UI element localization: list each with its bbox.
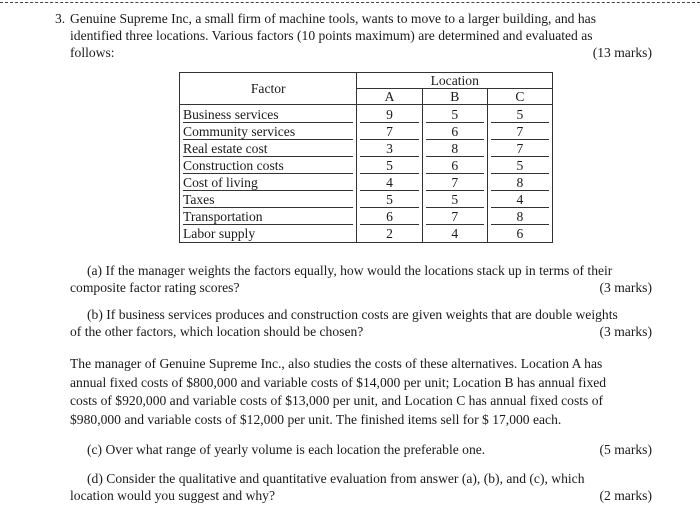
value-cell-b: [422, 140, 487, 157]
value-cell-b: [422, 105, 487, 124]
factor-cell: [180, 123, 357, 140]
rating-value: 8: [491, 209, 549, 225]
value-cell-b: [422, 123, 487, 140]
part-b-text: of the other factors, which location should be chosen?: [70, 324, 364, 339]
column-a-header: A: [357, 89, 422, 105]
table-row: [180, 174, 553, 191]
table-row: [180, 123, 553, 140]
part-d-line-1: (d) Consider the qualitative and quantitative evaluation from answer (a), (b), and (c), which: [87, 471, 585, 486]
rating-value: 8: [491, 175, 549, 191]
value-cell-b: [422, 157, 487, 174]
value-cell-a: [357, 105, 422, 124]
value-cell-c: [487, 191, 552, 208]
rating-value: 7: [360, 124, 418, 140]
intro-line-2: identified three locations. Various factors (10 points maximum) are determined and evaluated as: [70, 28, 593, 43]
value-cell-a: [357, 208, 422, 225]
rating-value: 3: [360, 141, 418, 157]
factor-label: Transportation: [183, 209, 353, 225]
part-a-text: composite factor rating scores?: [70, 280, 240, 295]
costs-line-2: annual fixed costs of $800,000 and variable costs of $14,000 per unit; Location B has annual fixed: [70, 374, 607, 390]
table-row: [180, 191, 553, 208]
rating-value: 5: [426, 107, 484, 123]
factor-cell: [180, 208, 357, 225]
table-row: [180, 157, 553, 174]
part-b-line-1: (b) If business services produces and construction costs are given weights that are double weights: [87, 307, 618, 322]
value-cell-a: [357, 225, 422, 243]
part-b: [70, 306, 652, 340]
rating-value: 4: [451, 226, 459, 241]
part-c-text: (c) Over what range of yearly volume is each location the preferable one.: [87, 442, 486, 457]
factor-label: Business services: [183, 107, 353, 123]
factor-cell: [180, 191, 357, 208]
value-cell-b: [422, 225, 487, 243]
factor-cell: [180, 140, 357, 157]
factor-label: Real estate cost: [183, 141, 353, 157]
dashed-separator: [0, 2, 700, 3]
table-row: [180, 140, 553, 157]
part-b-line-2: [70, 323, 652, 340]
value-cell-a: [357, 123, 422, 140]
rating-value: 5: [491, 107, 549, 123]
factor-cell: [180, 225, 357, 243]
value-cell-a: [357, 174, 422, 191]
costs-paragraph: [70, 355, 652, 429]
costs-line-3: costs of $920,000 and variable costs of $13,000 per unit, and Location C has annual fixed costs of: [70, 393, 604, 408]
part-d-line-2: [70, 487, 652, 504]
value-cell-a: [357, 191, 422, 208]
column-b-header: B: [422, 89, 487, 105]
value-cell-b: [422, 208, 487, 225]
value-cell-b: [422, 191, 487, 208]
factor-rows: [180, 105, 553, 243]
value-cell-a: [357, 157, 422, 174]
rating-value: 4: [360, 175, 418, 191]
rating-value: 2: [386, 226, 393, 241]
rating-value: 6: [516, 226, 524, 241]
intro-last-text: follows:: [70, 45, 115, 60]
part-d: [70, 470, 652, 504]
part-d-text: location would you suggest and why?: [70, 488, 276, 503]
rating-value: 9: [360, 107, 418, 123]
factor-cell: [180, 174, 357, 191]
rating-value: 5: [491, 158, 549, 174]
factor-cell: [180, 157, 357, 174]
factor-rating-table: [179, 72, 553, 243]
part-a-marks: (3 marks): [599, 280, 652, 295]
part-b-marks: (3 marks): [599, 324, 652, 339]
rating-value: 5: [426, 192, 484, 208]
value-cell-c: [487, 157, 552, 174]
part-d-marks: (2 marks): [599, 488, 652, 503]
value-cell-c: [487, 174, 552, 191]
question-intro: [55, 10, 652, 61]
rating-value: 5: [360, 192, 418, 208]
factor-label: Cost of living: [183, 175, 353, 191]
part-c-marks: (5 marks): [599, 442, 652, 457]
value-cell-c: [487, 105, 552, 124]
factor-cell: [180, 105, 357, 124]
part-a: [70, 262, 652, 296]
table-row: [180, 208, 553, 225]
factor-label: Construction costs: [183, 158, 353, 174]
part-c: [70, 441, 652, 458]
table-header-row-1: [180, 73, 553, 89]
column-c-header: C: [487, 89, 552, 105]
value-cell-c: [487, 140, 552, 157]
value-cell-c: [487, 208, 552, 225]
question-number: 3.: [55, 11, 66, 26]
part-a-line-2: [70, 279, 652, 296]
rating-value: 7: [426, 209, 484, 225]
rating-value: 6: [426, 124, 484, 140]
rating-value: 7: [426, 175, 484, 191]
table-row: [180, 105, 553, 124]
rating-value: 7: [491, 141, 549, 157]
rating-value: 7: [491, 124, 549, 140]
part-c-line: [70, 441, 652, 458]
question-marks: (13 marks): [592, 45, 652, 60]
factor-label: Taxes: [183, 192, 353, 208]
location-header: Location: [357, 73, 553, 89]
value-cell-c: [487, 123, 552, 140]
costs-line-1: The manager of Genuine Supreme Inc., also studies the costs of these alternatives. Location A has: [70, 356, 603, 371]
rating-value: 6: [426, 158, 484, 174]
table-row: [180, 225, 553, 243]
part-a-line-1: (a) If the manager weights the factors equally, how would the locations stack up in terms of their: [87, 263, 613, 278]
rating-value: 4: [491, 192, 549, 208]
factor-header: Factor: [180, 73, 357, 105]
value-cell-b: [422, 174, 487, 191]
rating-value: 6: [360, 209, 418, 225]
value-cell-a: [357, 140, 422, 157]
factor-label: Labor supply: [183, 226, 256, 241]
costs-line-4: $980,000 and variable costs of $12,000 per unit. The finished items sell for $ 17,000 each.: [70, 411, 562, 427]
intro-line-1: Genuine Supreme Inc, a small firm of machine tools, wants to move to a larger building, and has: [70, 11, 597, 26]
rating-value: 8: [426, 141, 484, 157]
value-cell-c: [487, 225, 552, 243]
intro-line-3: [70, 44, 652, 61]
factor-label: Community services: [183, 124, 353, 140]
rating-value: 5: [360, 158, 418, 174]
